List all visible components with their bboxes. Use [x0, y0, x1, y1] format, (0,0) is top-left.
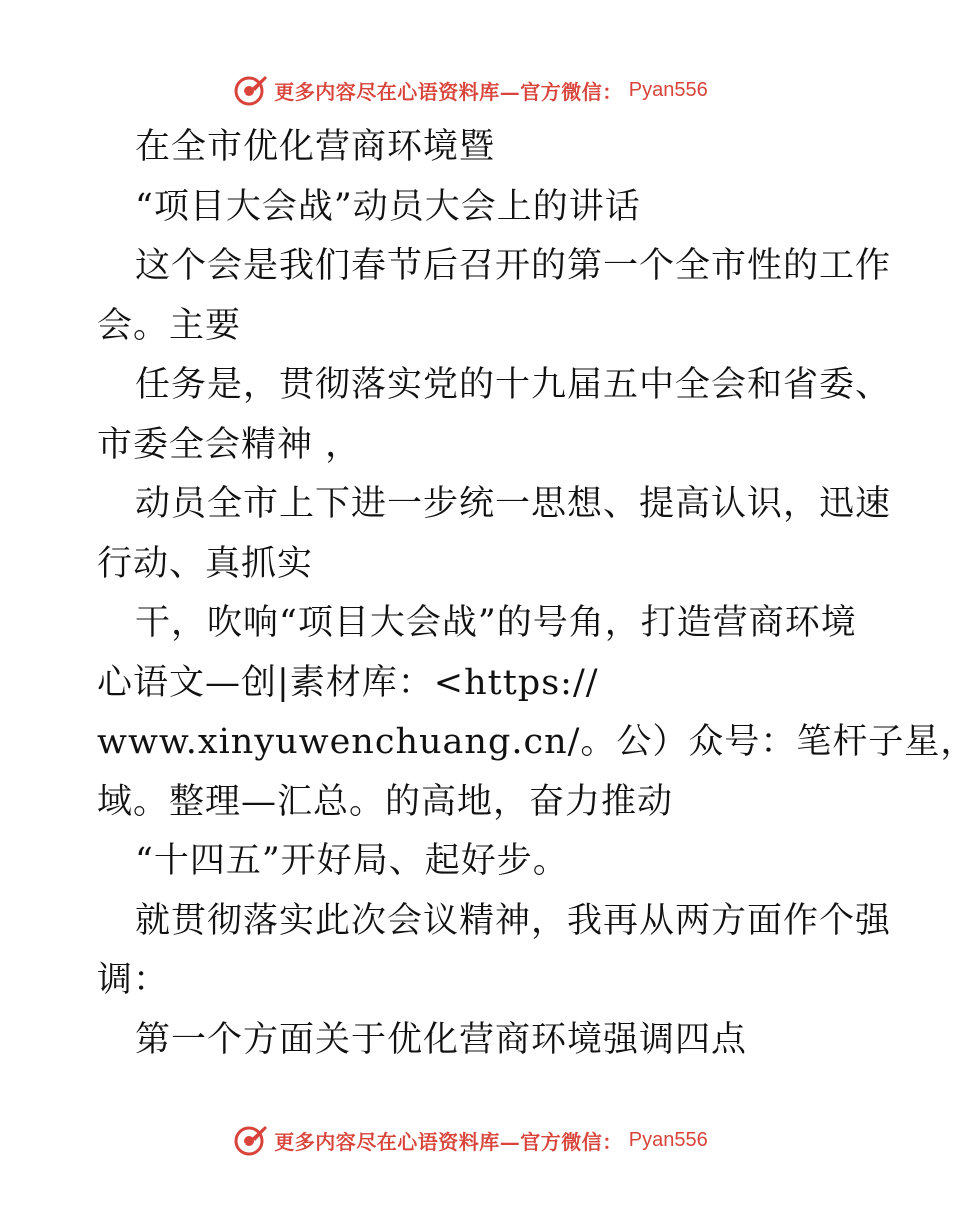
title-line-1: 在全市优化营商环境暨: [135, 127, 496, 167]
pen-logo-icon: [234, 1123, 268, 1157]
paragraph-line: 心语文—创|素材库：<https://: [97, 662, 599, 703]
paragraph-line: 会。主要: [97, 305, 242, 346]
paragraph-line: 这个会是我们春节后召开的第一个全市性的工作: [135, 246, 892, 286]
paragraph-line: 干，吹响“项目大会战”的号角，打造营商环境: [135, 603, 857, 643]
footer-banner: [0, 1120, 950, 1160]
paragraph-line: “十四五”开好局、起好步。: [135, 841, 569, 881]
paragraph-line: www.xinyuwenchuang.cn/。公）众号：笔杆子星，: [97, 722, 976, 762]
paragraph-line: 市委全会精神 ，: [97, 424, 362, 465]
paragraph-line: 就贯彻落实此次会议精神，我再从两方面作个强: [135, 900, 892, 941]
document-body: [97, 118, 976, 1070]
paragraph-line: 动员全市上下进一步统一思想、提高认识，迅速: [135, 484, 892, 524]
header-banner-wechat-id: Pyan556: [628, 78, 708, 101]
header-banner-content: [234, 73, 707, 107]
paragraph-line: 调：: [97, 960, 170, 1000]
pen-logo-icon: [234, 73, 268, 107]
section-heading: 第一个方面关于优化营商环境强调四点: [135, 1019, 748, 1060]
footer-banner-wechat-id: Pyan556: [628, 1128, 708, 1151]
footer-banner-content: [234, 1123, 707, 1157]
footer-banner-text: 更多内容尽在心语资料库—官方微信：: [274, 1129, 623, 1154]
paragraph-line: 行动、真抓实: [97, 543, 314, 584]
title-line-2: “项目大会战”动员大会上的讲话: [135, 186, 641, 227]
header-banner: [0, 70, 950, 110]
paragraph-line: 域。整理—汇总。的高地，奋力推动: [97, 781, 674, 822]
header-banner-text: 更多内容尽在心语资料库—官方微信：: [274, 79, 623, 104]
paragraph-line: 任务是，贯彻落实党的十九届五中全会和省委、: [135, 365, 892, 405]
